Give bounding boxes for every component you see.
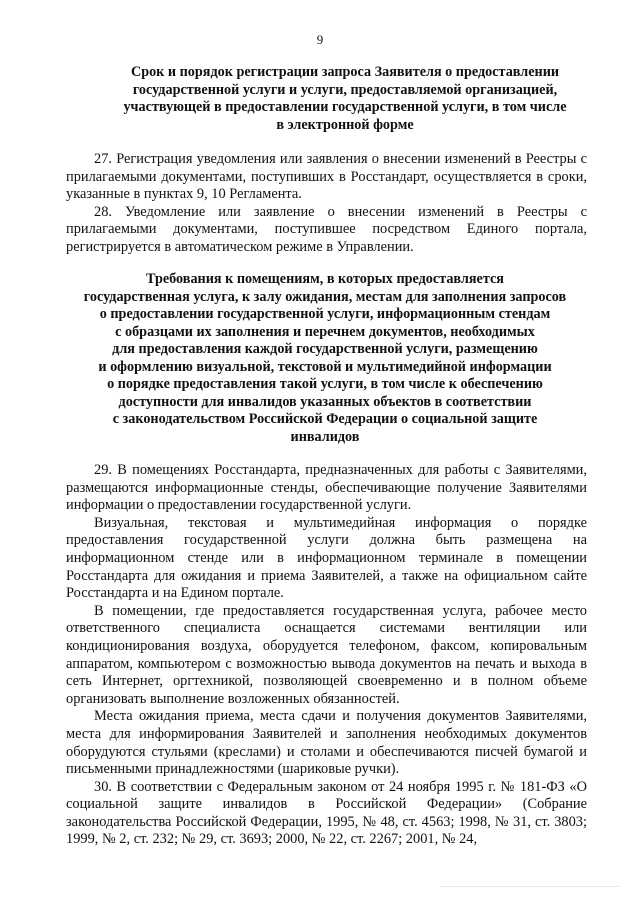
paragraph-27: 27. Регистрация уведомления или заявления о внесении изменений в Реестры с прилагаемыми документами, поступивших в Росстандарт, осуществляется в сроки, указанные в пунктах 9, 10 Регламента. (66, 151, 587, 203)
paragraph-visual-info: Визуальная, текстовая и мультимедийная информация о порядке предоставления государственной услуги должна быть размещена на информационном стенде или в информационном терминале в помещении Росстандарта для ожидания и приема Заявителей, а также на официальном сайте Росстандарта и на Едином портале. (66, 514, 587, 602)
section-heading-premises (60, 271, 590, 446)
heading-line: инвалидов (290, 428, 360, 445)
heading-line: участвующей в предоставлении государственной услуги, в том числе (123, 99, 567, 115)
heading-line: доступности для инвалидов указанных объектов в соответствии (118, 393, 532, 410)
heading-line: Срок и порядок регистрации запроса Заявителя о предоставлении (130, 64, 560, 80)
paragraph-30: 30. В соответствии с Федеральным законом от 24 ноября 1995 г. № 181-ФЗ «О социальной защите инвалидов в Российской Федерации» (Собрание законодательства Российской Федерации, 1995, № 48, ст. 4563; 1998, № 31, ст. 3803; 1999, № 2, ст. 232; № 29, ст. 3693; 2000, № 22, ст. 2267; 2001, № 24, (66, 778, 587, 848)
section-heading-registration (100, 64, 590, 134)
heading-line: государственной услуги и услуги, предоставляемой организацией, (132, 81, 558, 98)
section-body-registration (66, 151, 587, 257)
heading-line: для предоставления каждой государственной услуги, размещению (112, 341, 538, 357)
paragraph-workplace: В помещении, где предоставляется государственная услуга, рабочее место ответственного специалиста оснащается системами вентиляции или кондиционирования воздуха, оборудуется телефоном, факсом, копировальным аппаратом, компьютером с возможностью вывода документов на печать и выхода в сеть Интернет, оргтехникой, позволяющей своевременно и в полном объеме организовать выполнение возложенных обязанностей. (66, 602, 587, 707)
paragraph-29: 29. В помещениях Росстандарта, предназначенных для работы с Заявителями, размещаются информационные стенды, обеспечивающие получение Заявителями информации о предоставлении государственной услуги. (66, 462, 587, 514)
heading-line: о порядке предоставления такой услуги, в том числе к обеспечению (107, 376, 543, 392)
heading-line: о предоставлении государственной услуги, информационным стендам (99, 306, 551, 322)
heading-line: с образцами их заполнения и перечнем документов, необходимых (115, 323, 535, 340)
page-number: 9 (316, 32, 324, 47)
paragraph-waiting-areas: Места ожидания приема, места сдачи и получения документов Заявителями, места для информирования Заявителей и заполнения необходимых документов оборудуются стульями (креслами) и столами и обеспечиваются писчей бумагой и письменными принадлежностями (шариковые ручки). (66, 708, 587, 778)
heading-line: в электронной форме (276, 116, 414, 133)
section-body-premises (66, 462, 587, 849)
heading-line: с законодательством Российской Федерации о социальной защите (112, 411, 538, 427)
paragraph-28: 28. Уведомление или заявление о внесении изменений в Реестры с прилагаемыми документами, поступившее посредством Единого портала, регистрируется в автоматическом режиме в Управлении. (66, 203, 587, 255)
heading-line: и оформлению визуальной, текстовой и мультимедийной информации (98, 358, 552, 375)
heading-line: Требования к помещениям, в которых предоставляется (146, 271, 504, 287)
heading-line: государственная услуга, к залу ожидания, местам для заполнения запросов (83, 288, 567, 305)
scan-edge-line (440, 886, 620, 887)
